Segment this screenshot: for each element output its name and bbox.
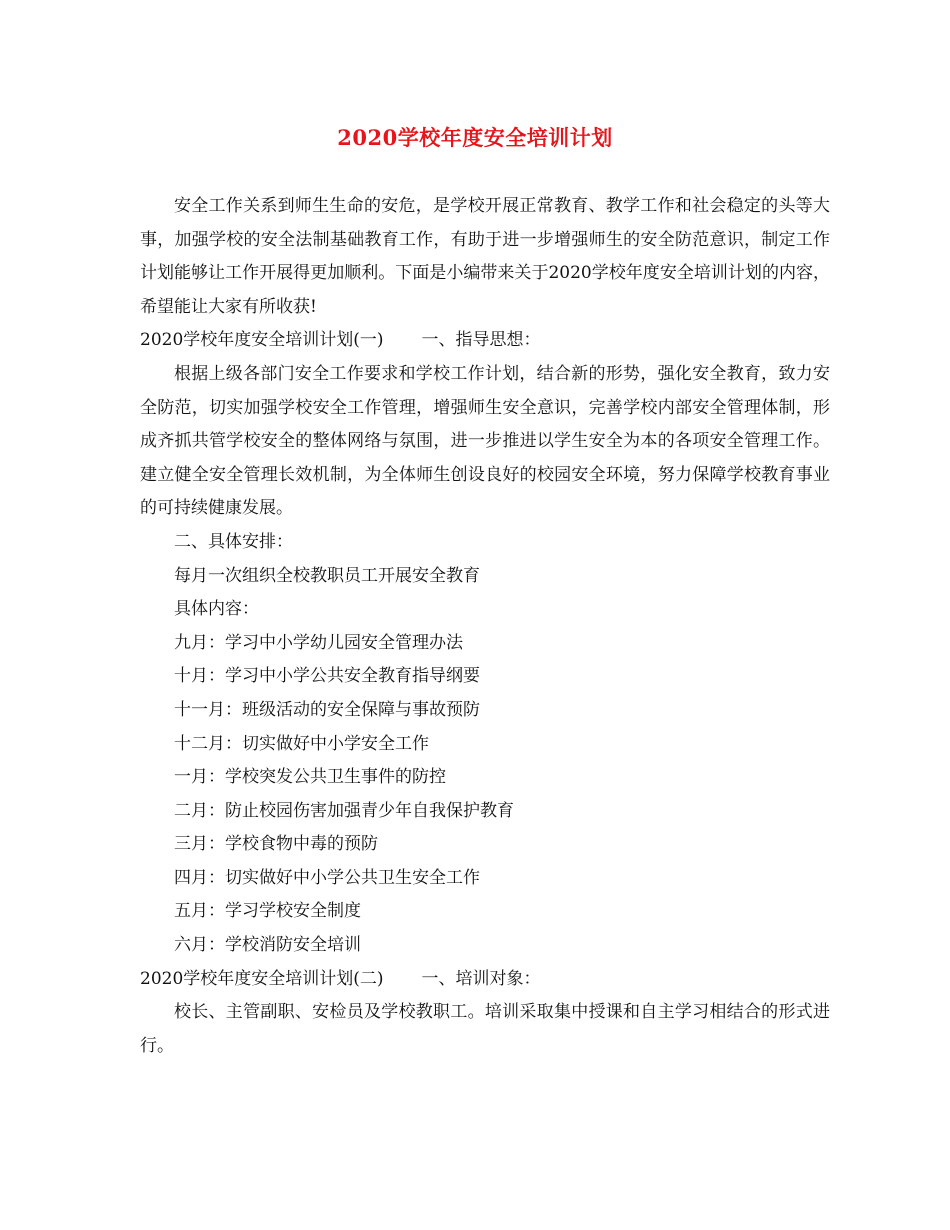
plan1-section1-paragraph: 根据上级各部门安全工作要求和学校工作计划，结合新的形势，强化安全教育，致力安全防范，切实加强学校安全工作管理，增强师生安全意识，完善学校内部安全管理体制，形成齐抓共管学校安全的整体网络与氛围，进一步推进以学生安全为本的各项安全管理工作。建立健全安全管理长效机制，为全体师生创设良好的校园安全环境，努力保障学校教育事业的可持续健康发展。 — [140, 363, 830, 519]
list-item: 五月：学习学校安全制度 — [174, 901, 361, 922]
list-item: 十二月：切实做好中小学安全工作 — [174, 733, 429, 754]
list-item: 六月：学校消防安全培训 — [174, 935, 361, 956]
list-item: 四月：切实做好中小学公共卫生安全工作 — [174, 867, 480, 888]
content-label: 具体内容： — [174, 599, 259, 620]
document-title: 2020学校年度安全培训计划 — [337, 125, 613, 150]
list-item: 十月：学习中小学公共安全教育指导纲要 — [174, 666, 480, 687]
plan1-section1-heading: 一、指导思想： — [421, 330, 541, 351]
plan2-section1-paragraph: 校长、主管副职、安检员及学校教职工。培训采取集中授课和自主学习相结合的形式进行。 — [140, 1002, 830, 1056]
plan2-section1-heading: 一、培训对象： — [421, 968, 541, 989]
list-item: 三月：学校食物中毒的预防 — [174, 834, 378, 855]
plan2-heading: 2020学校年度安全培训计划(二) — [140, 968, 384, 989]
monthly-arrangement: 每月一次组织全校教职员工开展安全教育 — [174, 565, 480, 586]
plan2-heading-line — [140, 963, 830, 997]
list-item: 二月：防止校园伤害加强青少年自我保护教育 — [174, 800, 514, 821]
plan1-heading-line — [140, 324, 830, 358]
intro-paragraph: 安全工作关系到师生生命的安危，是学校开展正常教育、教学工作和社会稳定的头等大事，加强学校的安全法制基础教育工作，有助于进一步增强师生的安全防范意识，制定工作计划能够让工作开展得更加顺利。下面是小编带来关于2020学校年度安全培训计划的内容，希望能让大家有所收获! — [140, 196, 830, 317]
list-item: 一月：学校突发公共卫生事件的防控 — [174, 767, 446, 788]
document-body — [140, 190, 830, 1063]
list-item: 十一月：班级活动的安全保障与事故预防 — [174, 699, 480, 720]
list-item: 九月：学习中小学幼儿园安全管理办法 — [174, 632, 463, 653]
plan1-section2-heading: 二、具体安排： — [174, 531, 293, 552]
plan1-heading: 2020学校年度安全培训计划(一) — [140, 330, 384, 351]
